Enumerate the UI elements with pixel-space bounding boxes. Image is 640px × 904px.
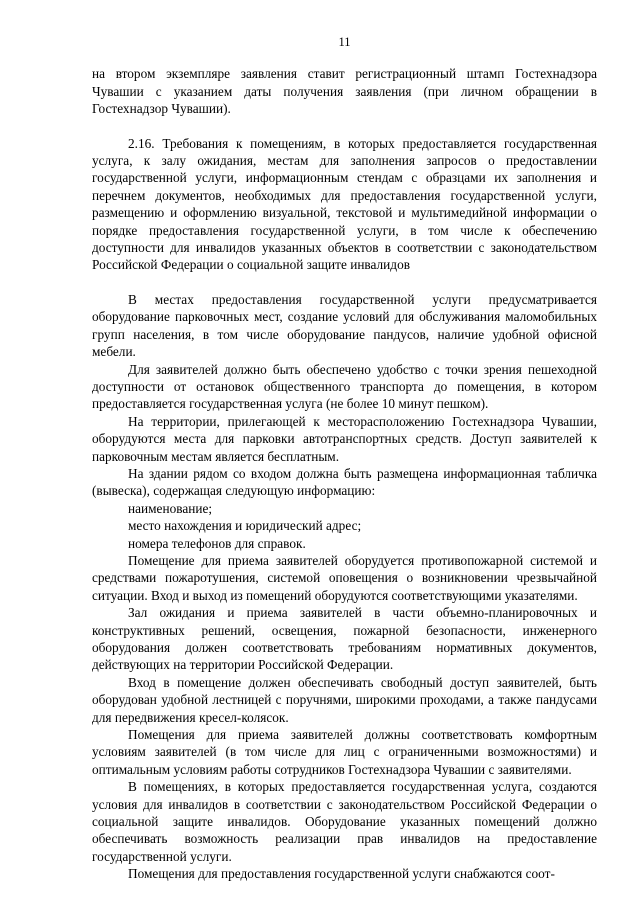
page-number: 11	[338, 35, 351, 49]
paragraph-continuation: на втором экземпляре заявления ставит регистрационный штамп Гостехнадзора Чувашии с указанием даты получения заявления (при личном обращении в Гостехнадзор Чувашии).	[92, 66, 597, 117]
paragraph-entrance: Вход в помещение должен обеспечивать свободный доступ заявителей, быть оборудован удобной лестницей с поручнями, широкими проходами, а также пандусами для передвижения кресел-колясок.	[92, 674, 597, 725]
spacer	[92, 118, 597, 135]
list-item-phones: номера телефонов для справок.	[128, 535, 306, 551]
list-item-address: место нахождения и юридический адрес;	[128, 518, 362, 534]
paragraph-parking-equipment: В местах предоставления государственной услуги предусматривается оборудование парковочных мест, создание условий для обслуживания маломобильных групп населения, в том числе оборудование пандусов, наличие удобной офисной мебели.	[92, 291, 597, 360]
paragraph-supplied: Помещения для предоставления государственной услуги снабжаются соот-	[128, 866, 555, 882]
paragraph-info-sign: На здании рядом со входом должна быть размещена информационная табличка (вывеска), содержащая следующую информацию:	[92, 465, 597, 499]
document-page	[92, 34, 597, 883]
section-heading-2-16: 2.16. Требования к помещениям, в которых предоставляется государственная услуга, к залу ожидания, местам для заполнения запросов о предоставлении государственной услуги, информационным стендам с образцами их заполнения и перечнем документов, необходимых для предоставления государственной услуги, размещению и оформлению визуальной, текстовой и мультимедийной информации о порядке предоставления государственной услуги, в том числе к обеспечению доступности для инвалидов указанных объектов в соответствии с законодательством Российской Федерации о социальной защите инвалидов	[92, 135, 597, 273]
paragraph-pedestrian-access: Для заявителей должно быть обеспечено удобство с точки зрения пешеходной доступности от остановок общественного транспорта до помещения, в котором предоставляется государственная услуга (не более 10 минут пешком).	[92, 361, 597, 412]
paragraph-fire-safety: Помещение для приема заявителей оборудуется противопожарной системой и средствами пожаротушения, системой оповещения о возникновении чрезвычайной ситуации. Вход и выход из помещений оборудуются соответствующими указателями.	[92, 552, 597, 603]
spacer	[92, 274, 597, 291]
paragraph-parking-territory: На территории, прилегающей к месторасположению Гостехнадзора Чувашии, оборудуются места для парковки автотранспортных средств. Доступ заявителей к парковочным местам является бесплатным.	[92, 413, 597, 464]
paragraph-comfort: Помещения для приема заявителей должны соответствовать комфортным условиям заявителей (в том числе для лиц с ограниченными возможностями) и оптимальным условиям работы сотрудников Гостехнадзора Чувашии с заявителями.	[92, 727, 597, 777]
paragraph-waiting-hall: Зал ожидания и приема заявителей в части объемно-планировочных и конструктивных решений, освещения, пожарной безопасности, инженерного оборудования должен соответствовать требованиям нормативных документов, действующих на территории Российской Федерации.	[92, 605, 597, 673]
paragraph-disability-conditions: В помещениях, в которых предоставляется государственная услуга, создаются условия для инвалидов в соответствии с законодательством Российской Федерации о социальной защите инвалидов. Оборудование указанных помещений должно обеспечивать возможность реализации прав инвалидов на предоставление государственной услуги.	[92, 779, 597, 864]
list-item-name: наименование;	[128, 500, 213, 516]
